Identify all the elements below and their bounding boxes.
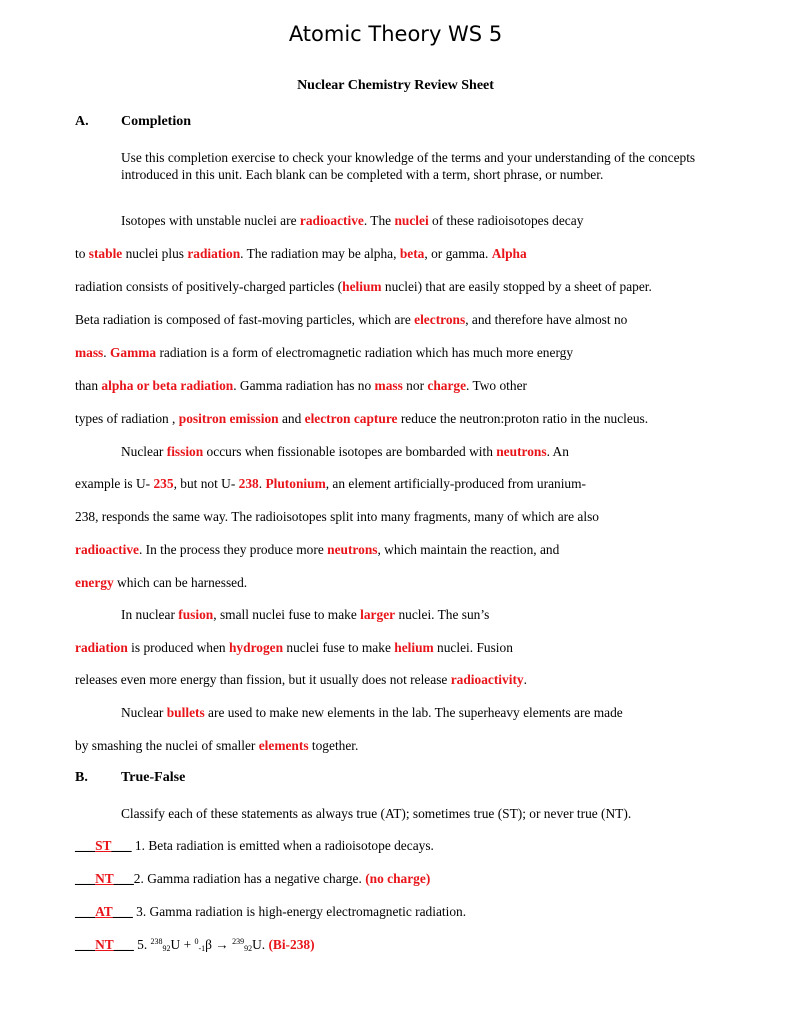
answer-alpha: Alpha xyxy=(491,246,527,261)
answer-hydrogen: hydrogen xyxy=(228,640,284,655)
answer-electrons: electrons xyxy=(414,312,466,327)
tf-item-2: ___NT___2. Gamma radiation has a negative charge. (no charge) xyxy=(75,871,431,886)
p2-line3: 238, responds the same way. The radioisotopes split into many fragments, many of which are also xyxy=(75,509,599,524)
answer-neutrons: neutrons xyxy=(496,444,547,459)
answer-alpha-beta: alpha or beta radiation xyxy=(101,378,234,393)
tf-note-2: (no charge) xyxy=(365,871,431,886)
answer-stable: stable xyxy=(88,246,123,261)
p1-line2: to stable nuclei plus radiation. The radiation may be alpha, beta, or gamma. Alpha xyxy=(75,246,527,261)
answer-neutrons-2: neutrons xyxy=(327,542,378,557)
answer-helium-2: helium xyxy=(394,640,434,655)
answer-bullets: bullets xyxy=(166,705,205,720)
answer-elements: elements xyxy=(258,738,309,753)
answer-radiation-2: radiation xyxy=(75,640,128,655)
answer-fission: fission xyxy=(166,444,204,459)
p2-line2: example is U- 235, but not U- 238. Plutonium, an element artificially-produced from uranium- xyxy=(75,476,587,491)
p1-line6: than alpha or beta radiation. Gamma radiation has no mass nor charge. Two other xyxy=(75,378,527,393)
answer-mass-2: mass xyxy=(374,378,403,393)
p1-line7: types of radiation , positron emission and electron capture reduce the neutron:proton ratio in the nucleus. xyxy=(75,411,649,426)
p1-line5: mass. Gamma radiation is a form of electromagnetic radiation which has much more energy xyxy=(75,345,574,360)
answer-electron-capture: electron capture xyxy=(304,411,398,426)
answer-plutonium: Plutonium xyxy=(265,476,326,491)
answer-radioactive: radioactive xyxy=(299,213,364,228)
tf-item-5: ___NT___ 5. $^{238}_{92}$U + $^0_{-1}$β → $^{239}_{92}$U. (Bi-238) xyxy=(75,937,315,953)
section-b-letter: B. xyxy=(75,770,88,785)
tf-answer-3: AT xyxy=(95,904,113,919)
p3-line2: radiation is produced when hydrogen nuclei fuse to make helium nuclei. Fusion xyxy=(75,640,513,655)
p4-line1: Nuclear bullets are used to make new elements in the lab. The superheavy elements are made xyxy=(121,705,623,720)
answer-charge: charge xyxy=(427,378,467,393)
tf-answer-5: NT xyxy=(95,937,114,952)
answer-larger: larger xyxy=(360,607,396,622)
answer-238: 238 xyxy=(238,476,259,491)
section-a-letter: A. xyxy=(75,114,89,129)
answer-beta: beta xyxy=(399,246,425,261)
section-a-intro: Use this completion exercise to check your knowledge of the terms and your understanding of the concepts introduced in this unit. Each blank can be completed with a term, short phrase, or number. xyxy=(121,150,696,182)
answer-helium: helium xyxy=(342,279,382,294)
p1-line4: Beta radiation is composed of fast-moving particles, which are electrons, and therefore have almost no xyxy=(75,312,628,327)
document-title: Atomic Theory WS 5 xyxy=(288,22,503,46)
p2-line5: energy which can be harnessed. xyxy=(75,575,248,590)
p1-line1: Isotopes with unstable nuclei are radioactive. The nuclei of these radioisotopes decay xyxy=(121,213,584,228)
p1-line3: radiation consists of positively-charged particles (helium nuclei) that are easily stopped by a sheet of paper. xyxy=(75,279,652,294)
arrow-icon: → xyxy=(215,937,229,952)
answer-nuclei: nuclei xyxy=(394,213,429,228)
p4-line2: by smashing the nuclei of smaller elements together. xyxy=(75,738,359,753)
answer-radioactivity: radioactivity xyxy=(450,672,524,687)
answer-radiation: radiation xyxy=(187,246,241,261)
section-a-title: Completion xyxy=(121,114,191,129)
p3-line1: In nuclear fusion, small nuclei fuse to make larger nuclei. The sun’s xyxy=(121,607,490,622)
answer-235: 235 xyxy=(153,476,174,491)
section-b-intro: Classify each of these statements as always true (AT); sometimes true (ST); or never true (NT). xyxy=(121,806,632,821)
tf-item-3: ___AT___ 3. Gamma radiation is high-energy electromagnetic radiation. xyxy=(75,904,467,919)
section-b-title: True-False xyxy=(121,770,186,785)
p3-line3: releases even more energy than fission, but it usually does not release radioactivity. xyxy=(75,672,527,687)
tf-answer-2: NT xyxy=(95,871,114,886)
tf-answer-1: ST xyxy=(95,838,112,853)
tf-item-1: ___ST___ 1. Beta radiation is emitted when a radioisotope decays. xyxy=(75,838,434,853)
answer-fusion: fusion xyxy=(178,607,214,622)
answer-positron: positron emission xyxy=(178,411,279,426)
answer-energy: energy xyxy=(75,575,114,590)
answer-gamma: Gamma xyxy=(109,345,157,360)
tf-note-5: (Bi-238) xyxy=(268,937,315,952)
document-subtitle: Nuclear Chemistry Review Sheet xyxy=(297,78,494,93)
answer-mass: mass xyxy=(75,345,104,360)
answer-radioactive-2: radioactive xyxy=(75,542,139,557)
p2-line4: radioactive. In the process they produce more neutrons, which maintain the reaction, and xyxy=(75,542,560,557)
p2-line1: Nuclear fission occurs when fissionable isotopes are bombarded with neutrons. An xyxy=(121,444,569,459)
